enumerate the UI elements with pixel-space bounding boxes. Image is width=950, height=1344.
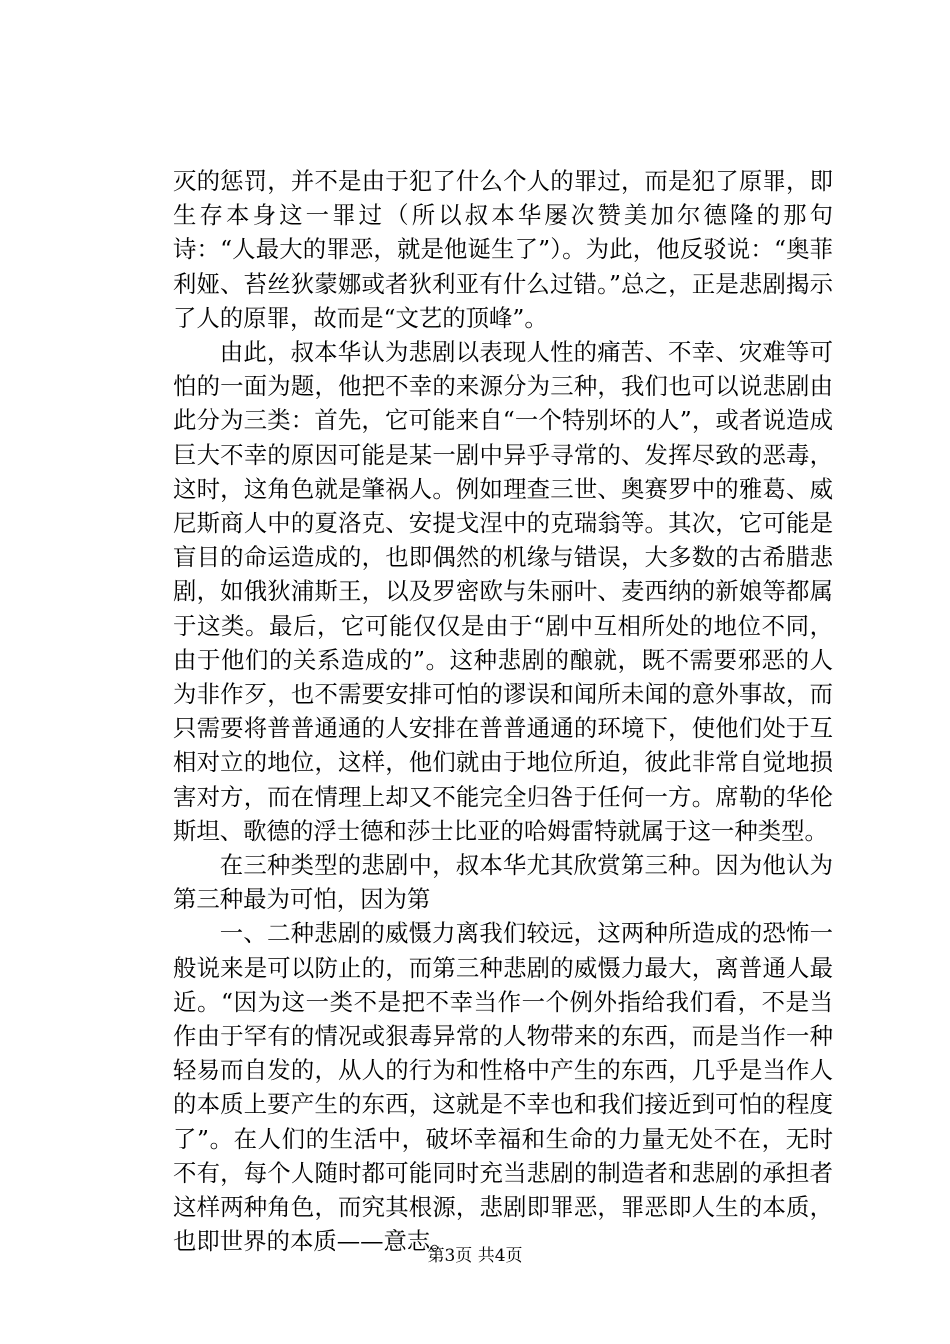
paragraph-4: 一、二种悲剧的威慑力离我们较远，这两种所造成的恐怖一般说来是可以防止的，而第三种悲剧的威慑力最大，离普通人最近。“因为这一类不是把不幸当作一个例外指给我们看，不是当作由于罕有的情况或狠毒异常的人物带来的东西，而是当作一种轻易而自发的，从人的行为和性格中产生的东西，几乎是当作人的本质上要产生的东西，这就是不幸也和我们接近到可怕的程度了”。在人们的生活中，破坏幸福和生命的力量无处不在，无时不有，每个人随时都可能同时充当悲剧的制造者和悲剧的承担者这样两种角色，而究其根源，悲剧即罪恶，罪恶即人生的本质，也即世界的本质——意志。 [173, 919, 833, 1256]
paragraph-1: 灭的惩罚，并不是由于犯了什么个人的罪过，而是犯了原罪，即生存本身这一罪过（所以叔本华屡次赞美加尔德隆的那句诗：“人最大的罪恶，就是他诞生了”）。为此，他反驳说：“奥菲利娅、苔丝狄蒙娜或者狄利亚有什么过错。”总之，正是悲剧揭示了人的原罪，故而是“文艺的顶峰”。 [173, 167, 833, 332]
paragraph-3: 在三种类型的悲剧中，叔本华尤其欣赏第三种。因为他认为第三种最为可怕，因为第 [173, 851, 833, 914]
paragraph-2: 由此，叔本华认为悲剧以表现人性的痛苦、不幸、灾难等可怕的一面为题，他把不幸的来源分为三种，我们也可以说悲剧由此分为三类：首先，它可能来自“一个特别坏的人”，或者说造成巨大不幸的原因可能是某一剧中异乎寻常的、发挥尽致的恶毒，这时，这角色就是肇祸人。例如理查三世、奥赛罗中的雅葛、威尼斯商人中的夏洛克、安提戈涅中的克瑞翁等。其次，它可能是盲目的命运造成的，也即偶然的机缘与错误，大多数的古希腊悲剧，如俄狄浦斯王，以及罗密欧与朱丽叶、麦西纳的新娘等都属于这类。最后，它可能仅仅是由于“剧中互相所处的地位不同，由于他们的关系造成的”。这种悲剧的酿就，既不需要邪恶的人为非作歹，也不需要安排可怕的谬误和闻所未闻的意外事故，而只需要将普普通通的人安排在普普通通的环境下，使他们处于互相对立的地位，这样，他们就由于地位所迫，彼此非常自觉地损害对方，而在情理上却又不能完全归咎于任何一方。席勒的华伦斯坦、歌德的浮士德和莎士比亚的哈姆雷特就属于这一种类型。 [173, 338, 833, 845]
page-number: 第3页 [427, 1246, 473, 1266]
page-total: 共4页 [477, 1246, 523, 1266]
body-text [173, 164, 833, 1259]
page-footer [0, 1246, 950, 1266]
